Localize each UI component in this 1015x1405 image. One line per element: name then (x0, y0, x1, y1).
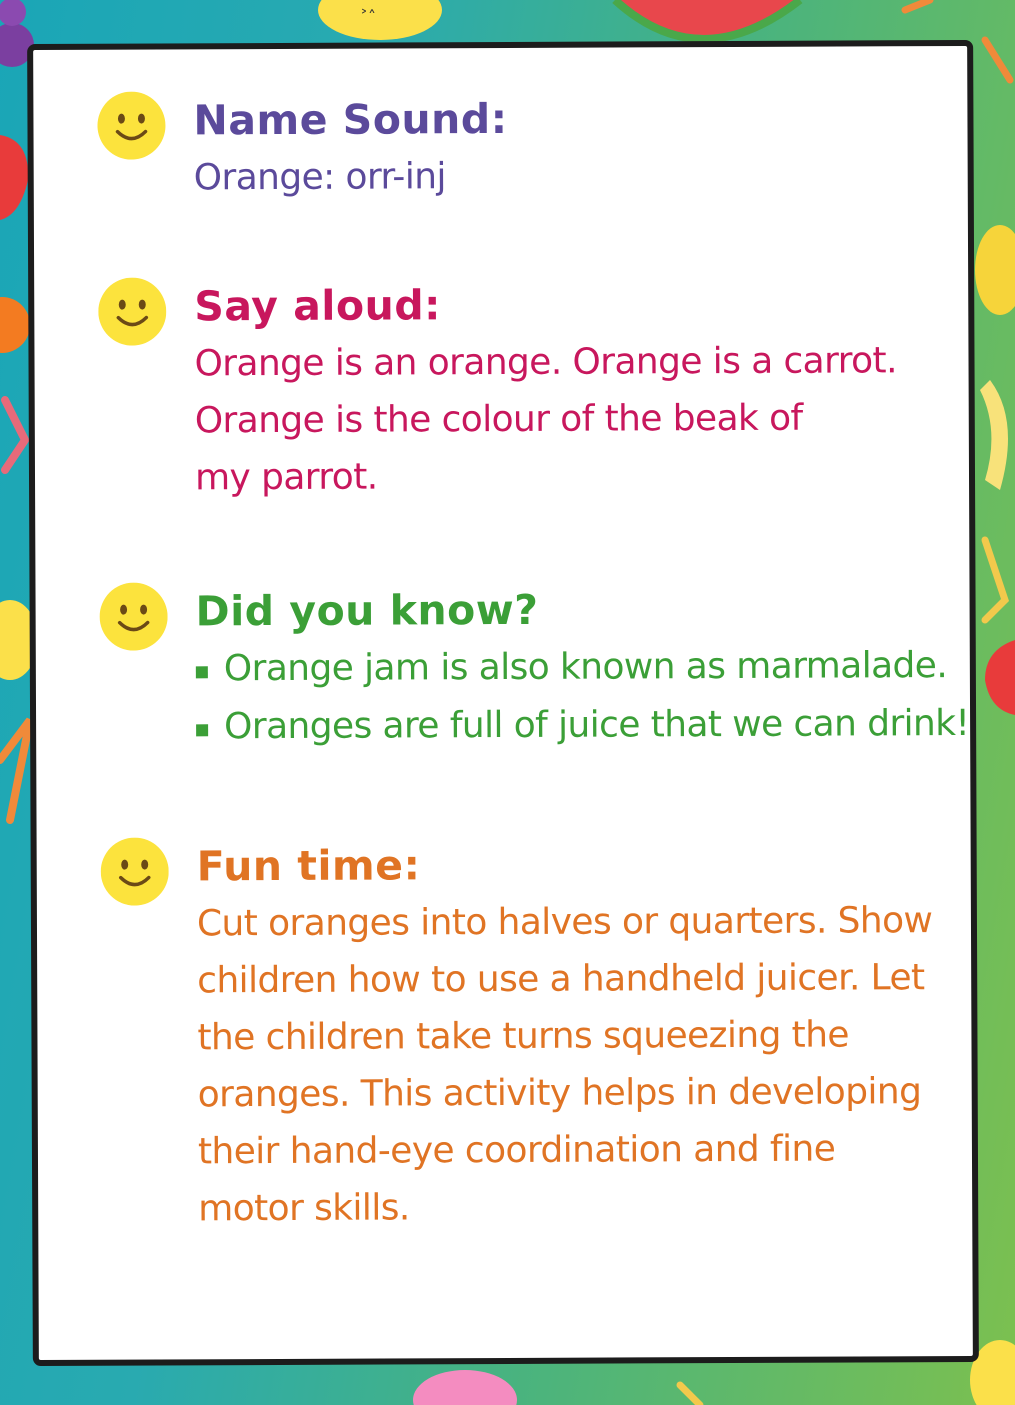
fun-time-line: the children take turns squeezing the (197, 1014, 850, 1059)
smiley-face-icon (101, 837, 169, 905)
info-card (27, 40, 979, 1366)
fun-time-line: Cut oranges into halves or quarters. Show (196, 900, 933, 945)
smiley-face-icon (99, 582, 167, 650)
fun-time-line: motor skills. (198, 1187, 410, 1230)
say-aloud-line: Orange is the colour of the beak of (194, 397, 803, 442)
fun-time-line: children how to use a handheld juicer. Let (197, 957, 925, 1002)
smiley-face-icon (97, 91, 165, 159)
name-sound-heading: Name Sound: (193, 94, 508, 145)
bullet-icon (196, 666, 208, 678)
svg-text:˃˄: ˃˄ (360, 7, 376, 26)
fun-time-line: oranges. This activity helps in developing (197, 1071, 922, 1116)
fun-time-heading: Fun time: (196, 841, 421, 891)
bullet-icon (196, 724, 208, 736)
fun-time-line: their hand-eye coordination and fine (197, 1128, 836, 1173)
name-sound-text: Orange: orr-inj (193, 156, 446, 199)
smiley-face-icon (98, 277, 166, 345)
say-aloud-line: my parrot. (194, 456, 378, 499)
fact-text: Orange jam is also known as marmalade. (223, 645, 948, 690)
list-item (196, 695, 969, 756)
did-you-know-heading: Did you know? (195, 585, 539, 636)
say-aloud-heading: Say aloud: (194, 281, 442, 331)
say-aloud-line: Orange is an orange. Orange is a carrot. (194, 340, 897, 385)
fact-text: Oranges are full of juice that we can drink! (224, 702, 970, 748)
list-item (196, 637, 969, 698)
fact-list (196, 637, 970, 756)
